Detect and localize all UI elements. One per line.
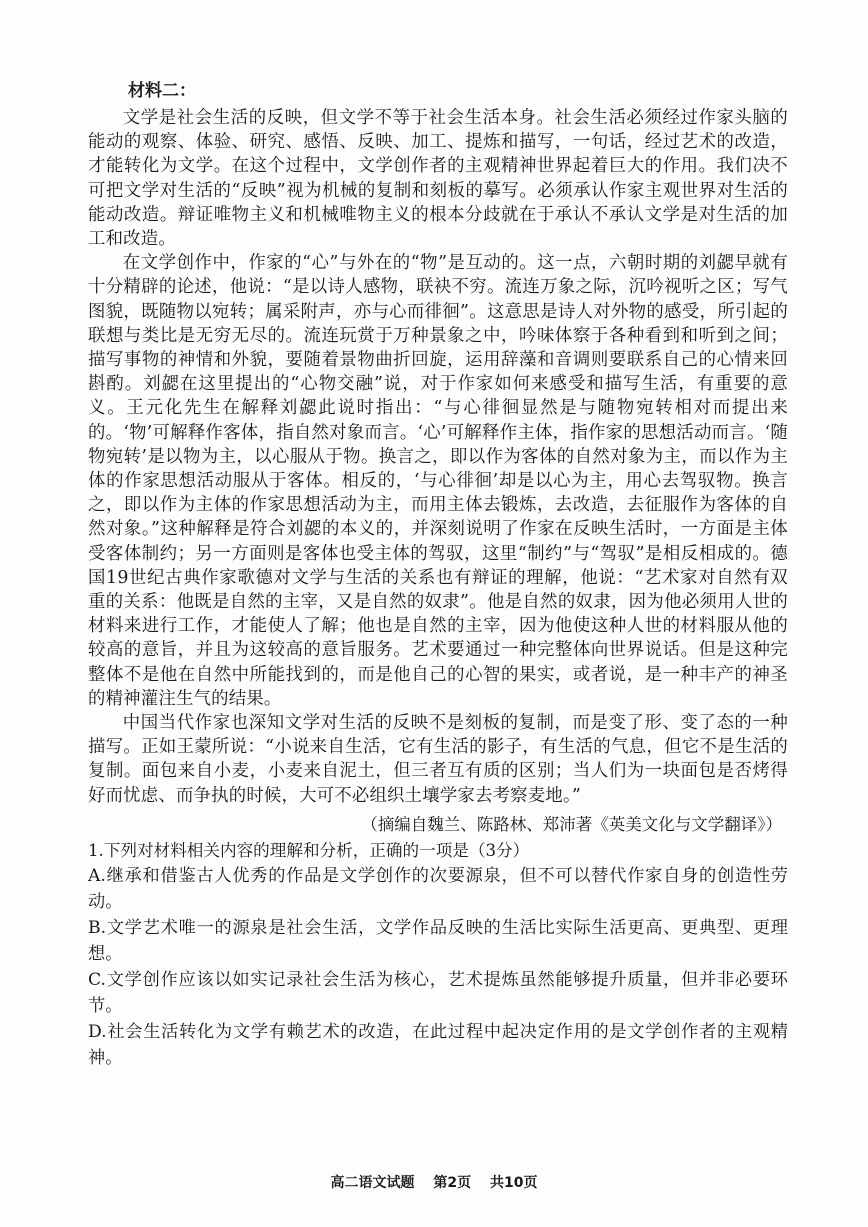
footer-exam-name: 高二语文试题 [330, 1175, 415, 1191]
paragraph: 在文学创作中，作家的“心”与外在的“物”是互动的。这一点，六朝时期的刘勰早就有十分精辟的论述，他说：“是以诗人感物，联袂不穷。流连万象之际，沉吟视听之区；写气图貌，既随物以宛转；属采附声，亦与心而徘徊”。这意思是诗人对外物的感受，所引起的联想与类比是无穷无尽的。流连玩赏于万种景象之中，吟味体察于各种看到和听到之间；描写事物的神情和外貌，要随着景物曲折回旋，运用辞藻和音调则要联系自己的心情来回斟酌。刘勰在这里提出的“心物交融”说，对于作家如何来感受和描写生活，有重要的意义。王元化先生在解释刘勰此说时指出：“与心徘徊显然是与随物宛转相对而提出来的。‘物’可解释作客体，指自然对象而言。‘心’可解释作主体，指作家的思想活动而言。‘随物宛转’是以物为主，以心服从于物。换言之，即以作为客体的自然对象为主，而以作为主体的作家思想活动服从于客体。相反的，‘与心徘徊’却是以心为主，用心去驾驭物。换言之，即以作为主体的作家思想活动为主，而用主体去锻炼，去改造，去征服作为客体的自然对象。”这种解释是符合刘勰的本义的，并深刻说明了作家在反映生活时，一方面是主体受客体制约；另一方面则是客体也受主体的驾驭，这里“制约”与“驾驭”是相反相成的。德国19世纪古典作家歌德对文学与生活的关系也有辩证的理解，他说：“艺术家对自然有双重的关系：他既是自然的主宰，又是自然的奴隶”。他是自然的奴隶，因为他必须用人世的材料来进行工作，才能使人了解；他也是自然的主宰，因为他使这种人世的材料服从他的较高的意旨，并且为这较高的意旨服务。艺术要通过一种完整体向世界说话。但是这种完整体不是他在自然中所能找到的，而是他自己的心智的果实，或者说，是一种丰产的神圣的精神灌注生气的结果。 [88, 253, 788, 709]
footer-page-number: 第2页 [433, 1175, 472, 1191]
question-stem: 1.下列对材料相关内容的理解和分析，正确的一项是（3分） [88, 840, 530, 860]
option-a: A.继承和借鉴古人优秀的作品是文学创作的次要源泉，但不可以替代作家自身的创造性劳动。 [88, 865, 788, 912]
page-footer [0, 1172, 868, 1192]
option-c: C.文学创作应该以如实记录社会生活为核心，艺术提炼虽然能够提升质量，但并非必要环节。 [88, 969, 788, 1016]
option-b: B.文学艺术唯一的源泉是社会生活，文学作品反映的生活比实际生活更高、更典型、更理想。 [88, 917, 788, 964]
footer-total-pages: 共10页 [490, 1175, 538, 1191]
page-content [88, 78, 788, 1071]
option-d: D.社会生活转化为文学有赖艺术的改造，在此过程中起决定作用的是文学创作者的主观精神。 [88, 1021, 788, 1068]
material-title: 材料二： [128, 81, 196, 101]
source-citation: （摘编自魏兰、陈路林、郑沛著《英美文化与文学翻译》） [361, 814, 782, 834]
paragraph: 中国当代作家也深知文学对生活的反映不是刻板的复制，而是变了形、变了态的一种描写。正如王蒙所说：“小说来自生活，它有生活的影子，有生活的气息，但它不是生活的复制。面包来自小麦，小麦来自泥土，但三者互有质的区别；当人们为一块面包是否烤得好而忧虑、而争执的时候，大可不必组织土壤学家去考察麦地。” [88, 713, 788, 806]
paragraph: 文学是社会生活的反映，但文学不等于社会生活本身。社会生活必须经过作家头脑的能动的观察、体验、研究、感悟、反映、加工、提炼和描写，一句话，经过艺术的改造，才能转化为文学。在这个过程中，文学创作者的主观精神世界起着巨大的作用。我们决不可把文学对生活的“反映”视为机械的复制和刻板的摹写。必须承认作家主观世界对生活的能动改造。辩证唯物主义和机械唯物主义的根本分歧就在于承认不承认文学是对生活的加工和改造。 [88, 108, 788, 250]
